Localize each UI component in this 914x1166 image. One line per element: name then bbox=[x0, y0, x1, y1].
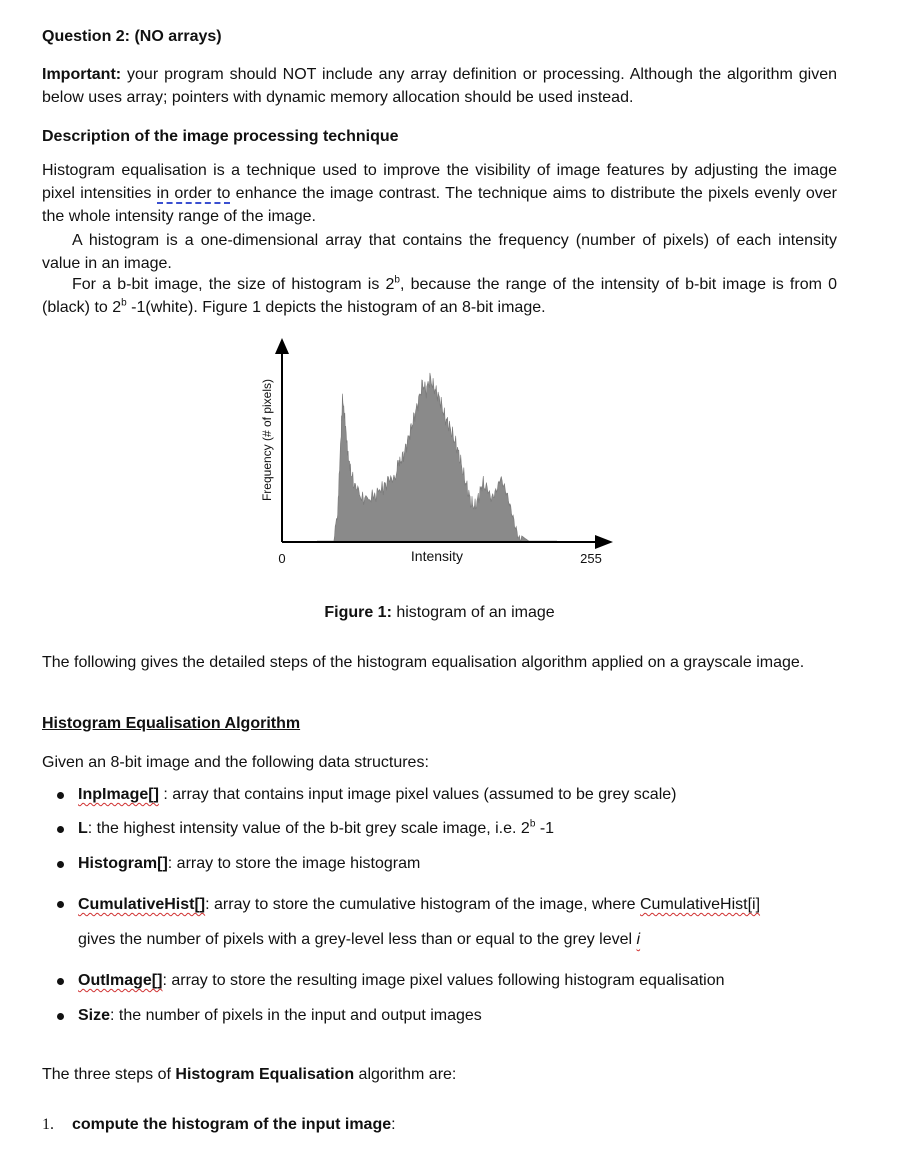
paragraph-following-steps: The following gives the detailed steps of the histogram equalisation algorithm applied on a grayscale image. bbox=[42, 654, 805, 671]
y-axis-arrow bbox=[275, 338, 289, 354]
list-item-size: Size: the number of pixels in the input and output images bbox=[42, 1004, 842, 1027]
description-heading: Description of the image processing technique bbox=[42, 128, 399, 145]
x-axis-arrow bbox=[595, 535, 613, 549]
y-axis-label: Frequency (# of pixels) bbox=[260, 378, 274, 502]
important-note: Important: your program should NOT include any array definition or processing. Although the algorithm given below uses array; pointers with dynamic memory allocation should be used instead. bbox=[42, 66, 837, 106]
data-structures-list bbox=[42, 783, 842, 1027]
list-item-l: L: the highest intensity value of the b-bit grey scale image, i.e. 2$^b$ -1 bbox=[42, 817, 842, 840]
list-item-cumulativehist: CumulativeHist[]: array to store the cumulative histogram of the image, where CumulativeHist[i] gives the number of pixels with a grey-level less than or equal to the grey level i bbox=[42, 887, 842, 957]
x-tick-label-255: 255 bbox=[580, 551, 602, 566]
histogram-area bbox=[317, 373, 557, 541]
algorithm-heading: Histogram Equalisation Algorithm bbox=[42, 715, 301, 732]
given-text: Given an 8-bit image and the following data structures: bbox=[42, 754, 429, 771]
steps-intro: The three steps of Histogram Equalisation algorithm are: bbox=[42, 1066, 457, 1083]
figure-caption: Figure 1: histogram of an image bbox=[324, 604, 555, 621]
bullet-dot bbox=[57, 1013, 64, 1020]
bullet-dot bbox=[57, 792, 64, 799]
question-title: Question 2: (NO arrays) bbox=[42, 28, 222, 45]
paragraph-histogram-equalisation: Histogram equalisation is a technique used to improve the visibility of image features by adjusting the image pixel intensities in order to enhance the image contrast. The technique aims to distribute the pixels evenly over the whole intensity range of the image. bbox=[42, 162, 837, 225]
list-item-outimage: OutImage[]: array to store the resulting image pixel values following histogram equalisation bbox=[42, 969, 842, 992]
x-tick-label-0: 0 bbox=[278, 551, 286, 566]
bullet-dot bbox=[57, 861, 64, 868]
bullet-dot bbox=[57, 826, 64, 833]
list-item-histogram: Histogram[]: array to store the image histogram bbox=[42, 852, 842, 875]
x-axis-label: Intensity bbox=[410, 548, 464, 564]
paragraph-histogram-definition: A histogram is a one-dimensional array that contains the frequency (number of pixels) of each intensity value in an image. bbox=[42, 232, 837, 272]
histogram-chart bbox=[257, 330, 617, 575]
step-1: 1. compute the histogram of the input image: bbox=[42, 1116, 396, 1133]
histogram-figure bbox=[257, 330, 617, 575]
bullet-dot bbox=[57, 901, 64, 908]
bullet-dot bbox=[57, 978, 64, 985]
list-item-inpimage: InpImage[] : array that contains input image pixel values (assumed to be grey scale) bbox=[42, 783, 842, 806]
paragraph-bbit-image: For a b-bit image, the size of histogram is 2$^b$, because the range of the intensity of b-bit image is from 0 (black) to 2$^b$ -1(white). Figure 1 depicts the histogram of an 8-bit image. bbox=[42, 274, 837, 316]
